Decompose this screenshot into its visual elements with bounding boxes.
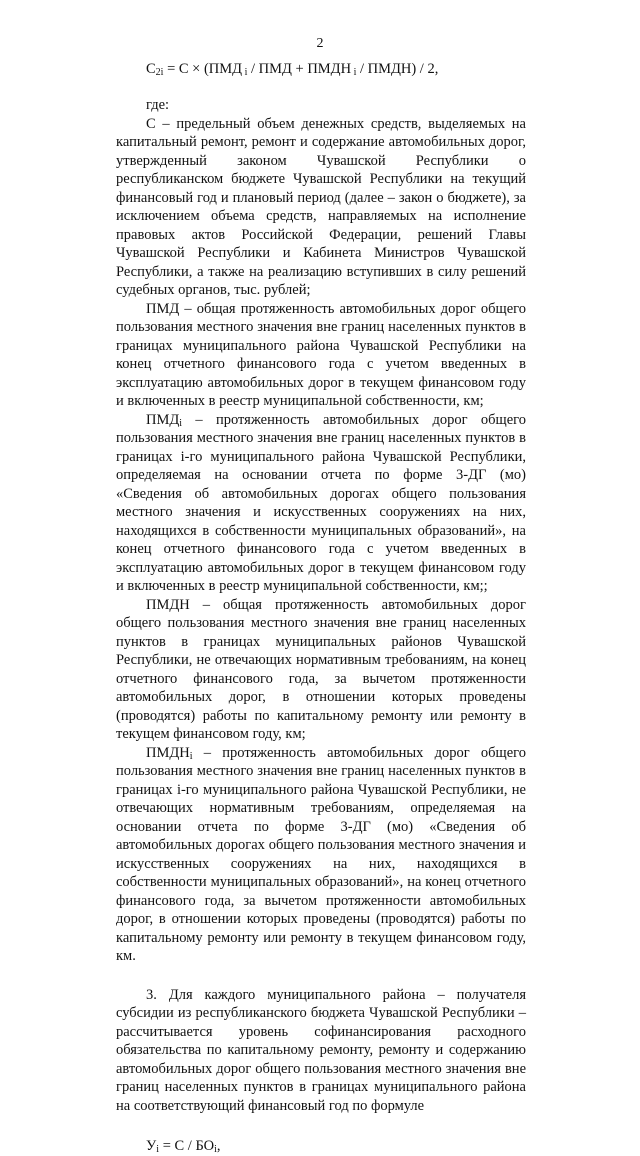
formula-c2i bbox=[146, 60, 526, 78]
formula-yi bbox=[146, 1137, 526, 1156]
formula-lhs-symbol: С bbox=[146, 61, 156, 77]
formula-sub-i-2: i bbox=[351, 67, 357, 78]
formula-rhs-part2: / ПМД + ПМДН bbox=[247, 61, 352, 77]
definition-pmd-i-text: – протяженность автомобильных дорог общего пользования местного значения вне границ населенных пунктов в границах i-го муниципального района Чувашской Республики, определяемая на основании отчета по форме 3-ДГ (мо) «Сведения об автомобильных дорогах общего пользования местного значения и искусственных сооружениях на них, находящихся в собственности муниципальных образований», на конец отчетного финансового года с учетом введенных в эксплуатацию автомобильных дорог в текущем финансовом году и включенных в реестр муниципальной собственности, км;; bbox=[116, 411, 526, 594]
clause-3: 3. Для каждого муниципального района – получателя субсидии из республиканского бюджета Чувашской Республики – рассчитывается уровень софинансирования расходного обязательства по капитальному ремонту, ремонту и содержанию автомобильных дорог общего пользования местного значения вне границ населенных пунктов в границах муниципального района на соответствующий финансовый год по формуле bbox=[116, 986, 526, 1114]
definition-pmdn-i-text: – протяженность автомобильных дорог общего пользования местного значения вне границ населенных пунктов в границах i-го муниципального района Чувашской Республики, не отвечающих нормативным требованиям, определяемая на основании отчета по форме 3-ДГ (мо) «Сведения об автомобильных дорогах общего пользования местного значения и искусственных сооружениях на них, находящихся в собственности муниципальных образований», на конец отчетного финансового года, за вычетом протяженности автомобильных дорог, в отношении которых проведены (проводятся) работы по капитальному ремонту или ремонту в текущем финансовом году, км. bbox=[116, 744, 526, 964]
definition-pmdn-i bbox=[116, 744, 526, 966]
formula-yi-lhs: У bbox=[146, 1138, 157, 1154]
symbol-pmd: ПМД bbox=[146, 411, 180, 428]
formula-yi-rhs-subscript: i bbox=[214, 1144, 217, 1155]
symbol-pmdn: ПМДН bbox=[146, 744, 190, 761]
formula-rhs-part1: = С × (ПМД bbox=[163, 61, 243, 77]
formula-lhs-subscript: 2i bbox=[155, 67, 164, 78]
definition-pmd: ПМД – общая протяженность автомобильных дорог общего пользования местного значения вне границ населенных пунктов в границах муниципального района Чувашской Республики на конец отчетного финансового года с учетом введенных в эксплуатацию автомобильных дорог в текущем финансовом году и включенных в реестр муниципальной собственности, км; bbox=[116, 300, 526, 409]
where-label: где: bbox=[146, 97, 170, 113]
formula-yi-lhs-subscript: i bbox=[156, 1144, 160, 1155]
document-body bbox=[116, 60, 526, 1156]
formula-yi-end: , bbox=[216, 1138, 221, 1154]
formula-yi-rhs: = С / БО bbox=[159, 1138, 215, 1154]
symbol-pmdn-subscript: i bbox=[189, 750, 193, 762]
definition-pmdn: ПМДН – общая протяженность автомобильных дорог общего пользования местного значения вне границ населенных пунктов в границах муниципальных районов Чувашской Республики, не отвечающих нормативным требованиям, на конец отчетного финансового года, за вычетом протяженности автомобильных дорог, в отношении которых проведены (проводятся) работы по капитальному ремонту или ремонту в текущем финансовом году, км; bbox=[116, 596, 526, 742]
formula-rhs-part3: / ПМДН) / 2, bbox=[356, 61, 439, 77]
definition-c: С – предельный объем денежных средств, выделяемых на капитальный ремонт, ремонт и содержание автомобильных дорог, утвержденный законом Чувашской Республики о республиканском бюджете Чувашской Республики на текущий финансовый год и плановый период (далее – закон о бюджете), за исключением объема средств, направляемых на исполнение правовых актов Российской Федерации, решений Главы Чувашской Республики и Кабинета Министров Чувашской Республики, а также на реализацию вступивших в силу решений судебных органов, тыс. рублей; bbox=[116, 115, 526, 298]
definition-pmd-i bbox=[116, 411, 526, 596]
section-gap bbox=[116, 966, 526, 986]
page-number: 2 bbox=[316, 36, 324, 51]
symbol-pmd-subscript: i bbox=[179, 417, 183, 429]
formula-sub-i-1: i bbox=[242, 67, 248, 78]
